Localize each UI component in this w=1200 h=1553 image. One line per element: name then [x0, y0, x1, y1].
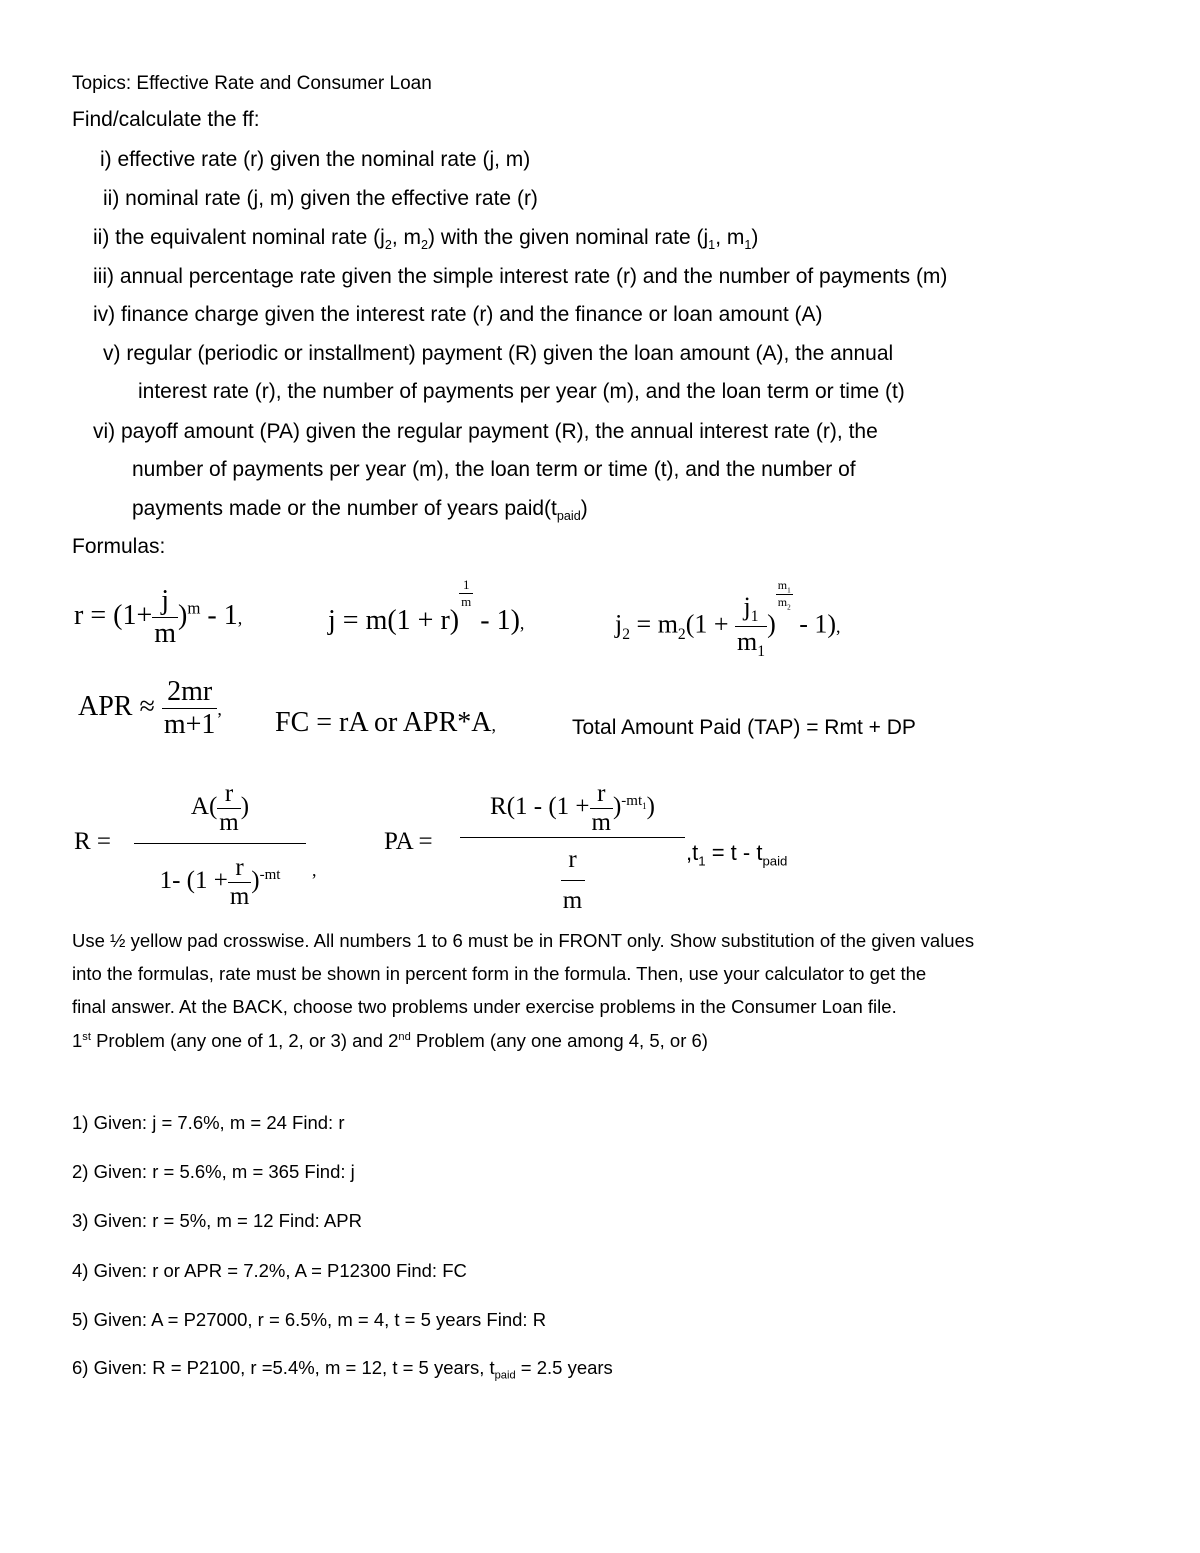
- formula-payoff-label: PA =: [384, 828, 433, 855]
- problem-6: 6) Given: R = P2100, r =5.4%, m = 12, t = 5 years, $t_{paid} = 2.5$ years: [72, 1357, 613, 1382]
- instruction-line-1: Use ½ yellow pad crosswise. All numbers 1 to 6 must be in FRONT only. Show substitution of the given values: [72, 930, 975, 951]
- problem-1: 1) Given: j = 7.6%, m = 24 Find: r: [72, 1112, 345, 1133]
- formula-effective-rate: r = (1+ $\frac{j}{m}$ )$^m$ - 1,: [74, 585, 243, 649]
- instruction-line-2: into the formulas, rate must be shown in percent form in the formula. Then, use your calculator to get the: [72, 963, 927, 984]
- item-3: ii) the equivalent nominal rate ($j_2$, $m_2$) with the given nominal rate ($j_1$, $m_1$): [93, 226, 759, 253]
- formula-t1: $,t_1 = t - t_{paid}$: [686, 840, 788, 869]
- problem-choice-line: 1st Problem (any one of 1, 2, or 3) and 2nd Problem (any one among 4, 5, or 6): [72, 1030, 708, 1051]
- formula-regular-payment-label: R =: [74, 828, 112, 855]
- problem-3: 3) Given: r = 5%, m = 12 Find: APR: [72, 1210, 362, 1231]
- instruction-line-3: final answer. At the BACK, choose two problems under exercise problems in the Consumer Loan file.: [72, 996, 897, 1017]
- formula-nominal-rate: j = m(1 + r) $\frac{1}{m}$ - 1),: [328, 577, 525, 636]
- formula-total-amount-paid: Total Amount Paid (TAP) = Rmt + DP: [572, 716, 916, 739]
- formula-apr: APR ≈ $\frac{2mr}{m+1}$ ,: [78, 676, 222, 740]
- item-6-cont: interest rate (r), the number of payments per year (m), and the loan term or time (t): [138, 380, 905, 403]
- item-7-cont: number of payments per year (m), the loan term or time (t), and the number of: [132, 458, 856, 481]
- item-7: vi) payoff amount (PA) given the regular payment (R), the annual interest rate (r), the: [93, 420, 878, 443]
- item-7-cont2: payments made or the number of years $paid(t_{paid})$: [132, 497, 588, 524]
- problem-5: 5) Given: A = P27000, r = 6.5%, m = 4, t = 5 years Find: R: [72, 1309, 547, 1330]
- item-5: iv) finance charge given the interest rate (r) and the finance or loan amount (A): [93, 303, 823, 326]
- formula-r-comma: ,: [312, 860, 317, 880]
- formulas-heading: Formulas:: [72, 535, 166, 558]
- find-heading: Find/calculate the ff:: [72, 108, 260, 131]
- problem-2: 2) Given: r = 5.6%, m = 365 Find: j: [72, 1161, 355, 1182]
- formula-equivalent-rate: $j_2 = m_2(1$ + $\frac{j_1}{m_1}$ ) $\frac{m_1}{m_2}$ - 1),: [615, 578, 841, 661]
- item-6: v) regular (periodic or installment) payment (R) given the loan amount (A), the annual: [103, 342, 894, 365]
- item-1: i) effective rate (r) given the nominal rate (j, m): [100, 148, 531, 171]
- topics-line: Topics: Effective Rate and Consumer Loan: [72, 73, 432, 94]
- item-2: ii) nominal rate (j, m) given the effective rate (r): [103, 187, 538, 210]
- item-4: iii) annual percentage rate given the simple interest rate (r) and the number of payments (m): [93, 265, 948, 288]
- problem-4: 4) Given: r or APR = 7.2%, A = P12300 Find: FC: [72, 1260, 467, 1281]
- formula-finance-charge: FC = rA or APR*A,: [275, 707, 497, 738]
- formula-payoff-amount: R(1 - (1 + $\frac{r}{m}$ )$^{-mt_1}$) $\frac{r}{m}$: [460, 780, 685, 915]
- formula-regular-payment: A( $\frac{r}{m}$ ) 1- (1 + $\frac{r}{m}$ )$^{-mt}$: [134, 780, 306, 911]
